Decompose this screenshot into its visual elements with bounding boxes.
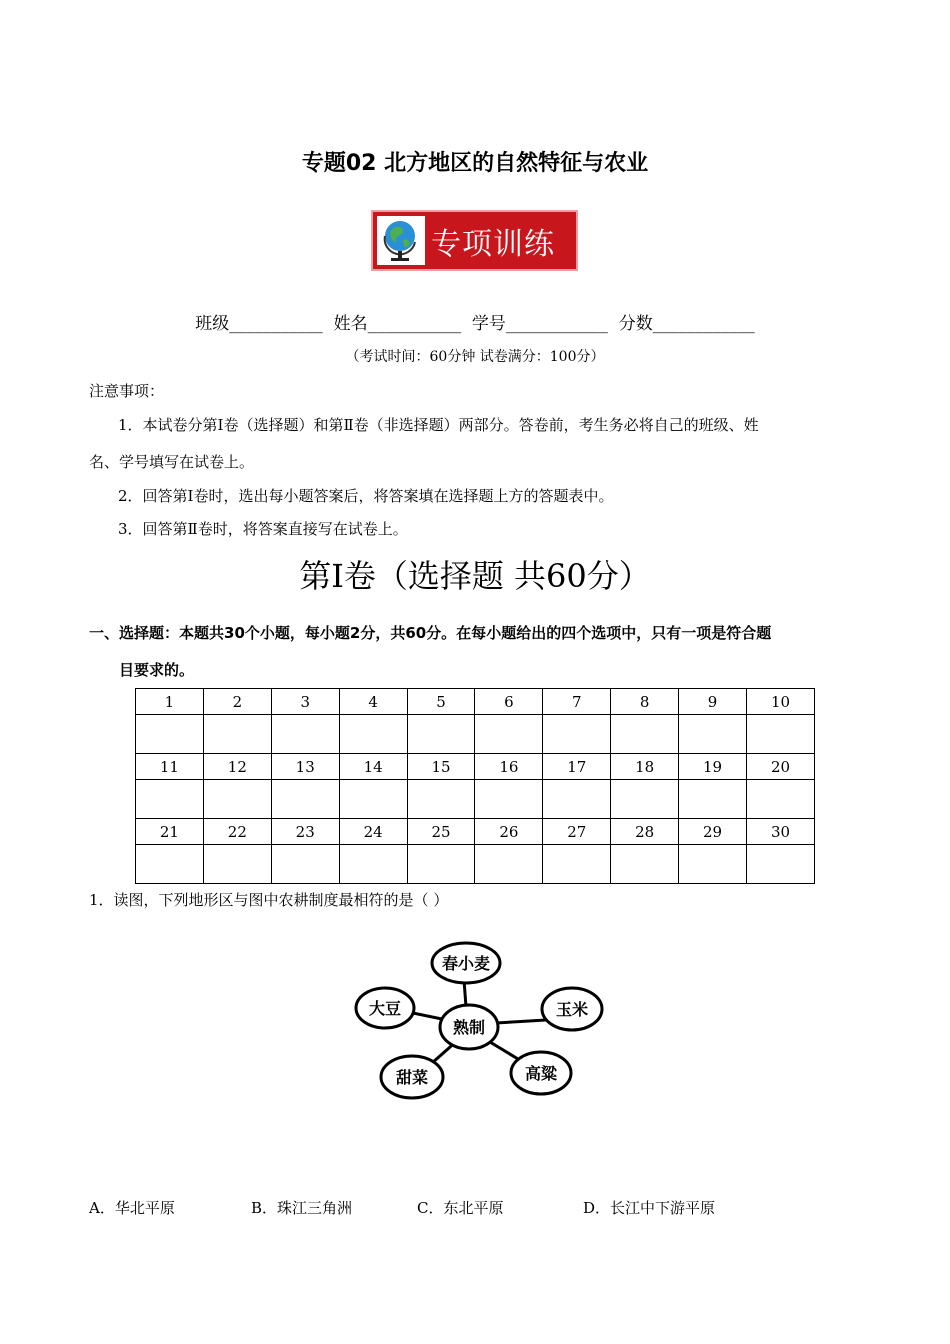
answer-blank-cell[interactable]	[136, 780, 204, 819]
notice-item-1: 1．本试卷分第Ⅰ卷（选择题）和第Ⅱ卷（非选择题）两部分。答卷前，考生务必将自己的班级、姓	[118, 416, 759, 434]
answer-number-cell: 15	[407, 754, 475, 780]
answer-blank-cell[interactable]	[543, 845, 611, 884]
answer-blank-cell[interactable]	[136, 715, 204, 754]
answer-number-cell: 14	[339, 754, 407, 780]
banner	[371, 210, 578, 271]
answer-blank-cell[interactable]	[679, 845, 747, 884]
answer-blank-cell[interactable]	[407, 780, 475, 819]
answer-blank-cell[interactable]	[543, 715, 611, 754]
notice-item-2: 2．回答第Ⅰ卷时，选出每小题答案后，将答案填在选择题上方的答题表中。	[118, 487, 614, 505]
answer-blank-row	[136, 845, 815, 884]
answer-number-cell: 18	[611, 754, 679, 780]
notice-item-3: 3．回答第Ⅱ卷时，将答案直接写在试卷上。	[118, 520, 408, 538]
option-c[interactable]: C．东北平原	[417, 1199, 504, 1217]
answer-number-cell: 8	[611, 689, 679, 715]
answer-blank-cell[interactable]	[271, 780, 339, 819]
diagram-center-label: 熟制	[452, 1018, 486, 1037]
answer-number-cell: 10	[747, 689, 815, 715]
answer-number-cell: 5	[407, 689, 475, 715]
diagram-link-yumi	[496, 1020, 546, 1023]
answer-blank-cell[interactable]	[747, 780, 815, 819]
globe-icon	[373, 212, 429, 269]
answer-blank-cell[interactable]	[543, 780, 611, 819]
answer-blank-cell[interactable]	[475, 715, 543, 754]
answer-number-cell: 17	[543, 754, 611, 780]
answer-number-cell: 1	[136, 689, 204, 715]
diagram-node-label-tiancai: 甜菜	[395, 1068, 429, 1087]
answer-number-cell: 19	[679, 754, 747, 780]
answer-blank-cell[interactable]	[611, 715, 679, 754]
part-intro-cont: 目要求的。	[119, 661, 195, 679]
part-intro: 一、选择题：本题共30个小题，每小题2分，共60分。在每小题给出的四个选项中，只有一项是符合题	[89, 624, 772, 642]
answer-blank-cell[interactable]	[747, 845, 815, 884]
page-title: 专题02 北方地区的自然特征与农业	[301, 151, 649, 176]
notice-item-1-cont: 名、学号填写在试卷上。	[89, 453, 255, 471]
diagram-node-label-yumi: 玉米	[555, 1000, 589, 1019]
diagram-node-label-chun: 春小麦	[441, 954, 491, 973]
answer-number-row	[136, 689, 815, 715]
answer-blank-cell[interactable]	[339, 715, 407, 754]
answer-number-cell: 12	[203, 754, 271, 780]
answer-blank-cell[interactable]	[407, 845, 475, 884]
answer-blank-cell[interactable]	[679, 780, 747, 819]
answer-table	[135, 688, 815, 884]
answer-number-cell: 13	[271, 754, 339, 780]
answer-number-row	[136, 754, 815, 780]
answer-blank-row	[136, 780, 815, 819]
section-title: 第Ⅰ卷（选择题 共60分）	[299, 557, 651, 595]
answer-number-cell: 29	[679, 819, 747, 845]
answer-number-cell: 9	[679, 689, 747, 715]
answer-blank-cell[interactable]	[136, 845, 204, 884]
answer-number-cell: 25	[407, 819, 475, 845]
answer-blank-cell[interactable]	[475, 845, 543, 884]
answer-blank-cell[interactable]	[203, 845, 271, 884]
answer-blank-cell[interactable]	[271, 715, 339, 754]
answer-number-cell: 21	[136, 819, 204, 845]
question-1-stem: 1．读图，下列地形区与图中农耕制度最相符的是（ ）	[89, 891, 449, 909]
answer-number-row	[136, 819, 815, 845]
answer-number-cell: 24	[339, 819, 407, 845]
answer-blank-cell[interactable]	[611, 780, 679, 819]
answer-number-cell: 4	[339, 689, 407, 715]
answer-number-cell: 2	[203, 689, 271, 715]
notice-heading: 注意事项：	[89, 382, 165, 400]
diagram-node-label-gaoliang: 高粱	[524, 1064, 558, 1083]
answer-number-cell: 28	[611, 819, 679, 845]
option-b[interactable]: B．珠江三角洲	[251, 1199, 353, 1217]
answer-blank-cell[interactable]	[339, 845, 407, 884]
answer-blank-cell[interactable]	[679, 715, 747, 754]
answer-blank-cell[interactable]	[339, 780, 407, 819]
answer-number-cell: 20	[747, 754, 815, 780]
farming-diagram	[350, 935, 620, 1105]
option-d[interactable]: D．长江中下游平原	[583, 1199, 716, 1217]
answer-blank-cell[interactable]	[271, 845, 339, 884]
banner-label: 专项训练	[431, 226, 555, 262]
answer-number-cell: 23	[271, 819, 339, 845]
answer-blank-cell[interactable]	[475, 780, 543, 819]
answer-number-cell: 11	[136, 754, 204, 780]
answer-blank-cell[interactable]	[203, 715, 271, 754]
diagram-node-label-dadou: 大豆	[368, 999, 402, 1018]
answer-blank-cell[interactable]	[611, 845, 679, 884]
answer-blank-cell[interactable]	[747, 715, 815, 754]
option-a[interactable]: A．华北平原	[89, 1199, 175, 1217]
answer-number-cell: 16	[475, 754, 543, 780]
answer-blank-cell[interactable]	[407, 715, 475, 754]
answer-number-cell: 3	[271, 689, 339, 715]
answer-number-cell: 7	[543, 689, 611, 715]
answer-blank-cell[interactable]	[203, 780, 271, 819]
student-info-line: 班级___________ 姓名___________ 学号____________ 分数____________	[195, 314, 755, 334]
exam-note: （考试时间：60分钟 试卷满分：100分）	[345, 349, 605, 365]
answer-number-cell: 26	[475, 819, 543, 845]
answer-number-cell: 30	[747, 819, 815, 845]
answer-number-cell: 6	[475, 689, 543, 715]
answer-number-cell: 27	[543, 819, 611, 845]
answer-number-cell: 22	[203, 819, 271, 845]
answer-blank-row	[136, 715, 815, 754]
